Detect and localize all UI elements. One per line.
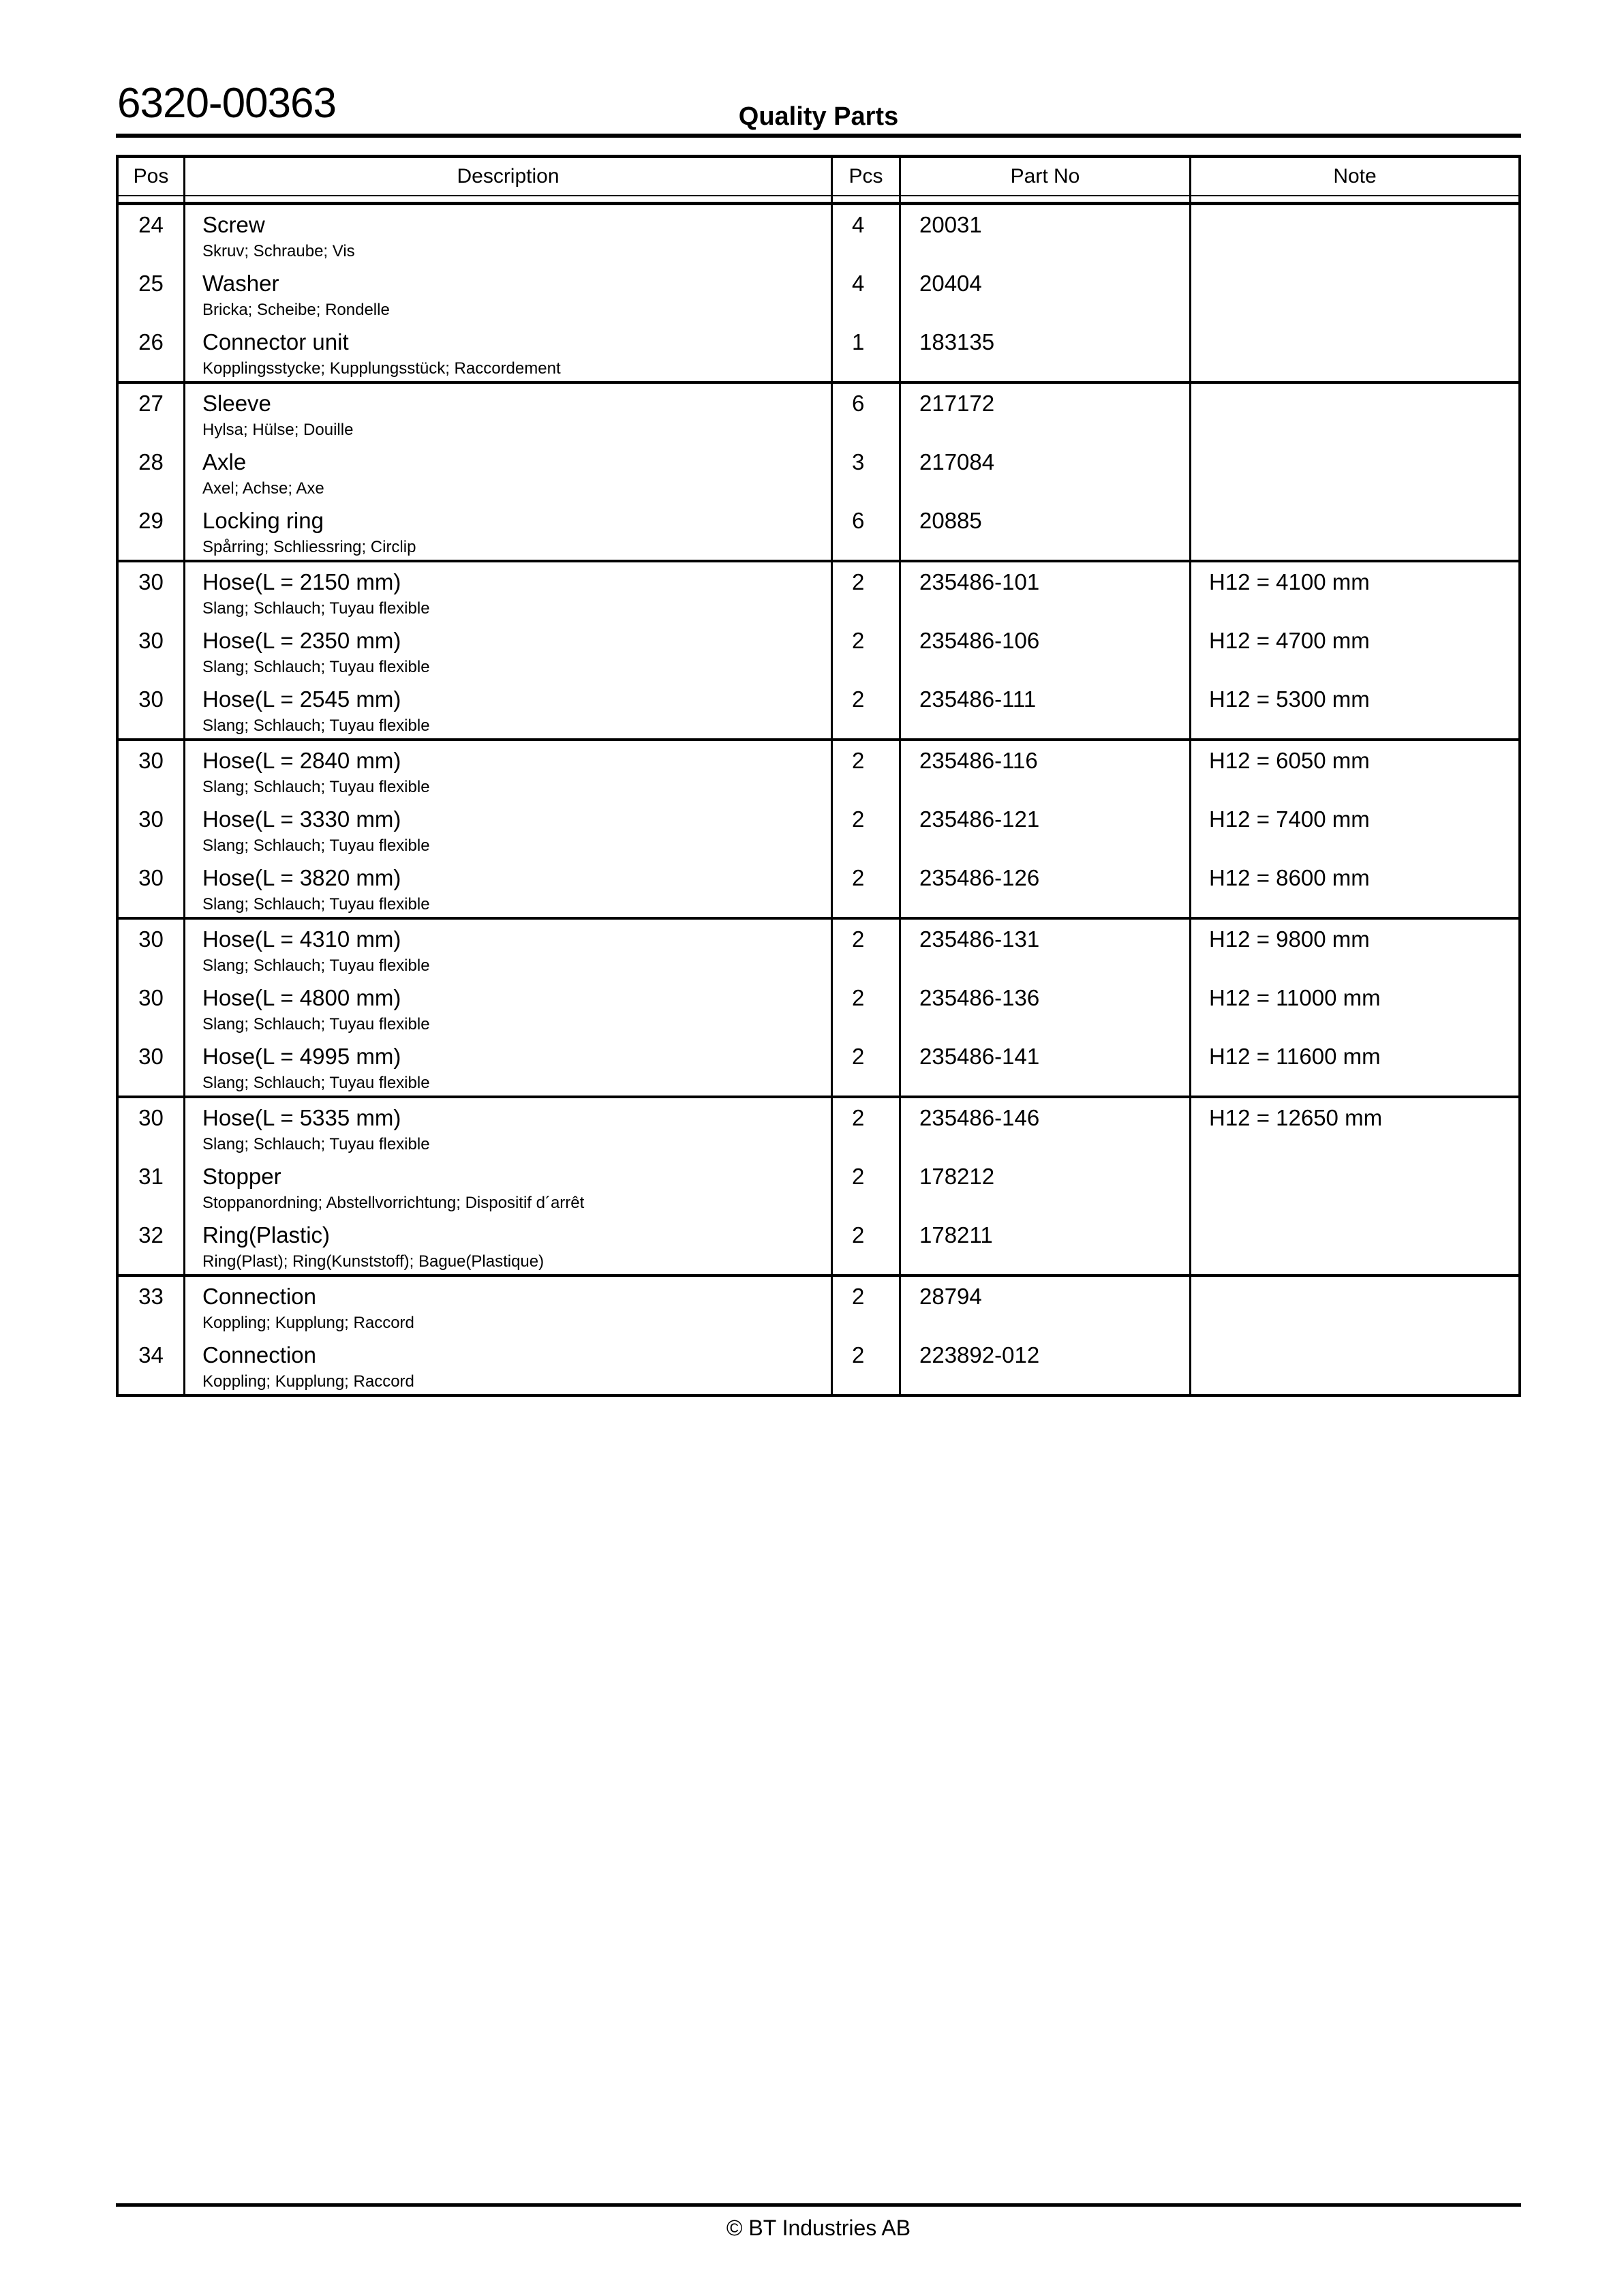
part-no-cell [901, 1098, 1191, 1157]
description-cell [185, 680, 833, 738]
description-cell [185, 920, 833, 978]
pcs-value: 2 [852, 569, 865, 594]
note-cell [1191, 1037, 1518, 1096]
pos-value: 34 [138, 1342, 164, 1368]
part-no-value: 235486-111 [919, 686, 1037, 712]
pos-value: 30 [138, 748, 164, 773]
pos-cell [119, 858, 185, 917]
pcs-cell [833, 264, 901, 322]
description-translations: Slang; Schlauch; Tuyau flexible [202, 599, 430, 618]
pcs-value: 2 [852, 806, 865, 832]
description-cell [185, 800, 833, 858]
pos-cell [119, 562, 185, 621]
column-header-note: Note [1191, 158, 1518, 196]
pcs-value: 4 [852, 271, 865, 296]
description-cell [185, 501, 833, 560]
pos-value: 30 [138, 1105, 164, 1130]
table-row [119, 1335, 1518, 1394]
footer-rule [116, 2203, 1521, 2207]
description-text: Connection [202, 1342, 316, 1368]
pcs-value: 1 [852, 329, 865, 354]
description-text: Screw [202, 212, 265, 237]
description-text: Hose(L = 4800 mm) [202, 985, 401, 1010]
table-row [119, 800, 1518, 858]
table-row [119, 621, 1518, 680]
description-cell [185, 264, 833, 322]
pcs-cell [833, 978, 901, 1037]
part-no-cell [901, 978, 1191, 1037]
pcs-cell [833, 1335, 901, 1394]
table-row [119, 501, 1518, 560]
note-cell [1191, 858, 1518, 917]
description-translations: Slang; Schlauch; Tuyau flexible [202, 716, 430, 735]
table-row [119, 264, 1518, 322]
table-row [119, 1277, 1518, 1335]
pcs-value: 2 [852, 1164, 865, 1189]
description-cell [185, 205, 833, 264]
note-value: H12 = 4700 mm [1209, 628, 1370, 653]
part-no-cell [901, 858, 1191, 917]
part-no-value: 28794 [919, 1284, 982, 1309]
description-translations: Slang; Schlauch; Tuyau flexible [202, 956, 430, 975]
pos-cell [119, 1098, 185, 1157]
table-row [119, 1037, 1518, 1096]
pos-value: 30 [138, 1044, 164, 1069]
note-cell [1191, 621, 1518, 680]
pos-value: 31 [138, 1164, 164, 1189]
part-no-value: 235486-126 [919, 865, 1040, 890]
pcs-value: 6 [852, 391, 865, 416]
parts-group [119, 1277, 1518, 1394]
note-cell [1191, 680, 1518, 738]
parts-group [119, 205, 1518, 384]
description-text: Hose(L = 4310 mm) [202, 926, 401, 952]
table-row [119, 1098, 1518, 1157]
description-text: Hose(L = 3820 mm) [202, 865, 401, 890]
table-row [119, 978, 1518, 1037]
description-translations: Slang; Schlauch; Tuyau flexible [202, 1015, 430, 1033]
pcs-value: 2 [852, 628, 865, 653]
description-translations: Slang; Schlauch; Tuyau flexible [202, 658, 430, 676]
part-no-cell [901, 264, 1191, 322]
pcs-cell [833, 322, 901, 381]
description-translations: Bricka; Scheibe; Rondelle [202, 301, 390, 319]
part-no-cell [901, 205, 1191, 264]
note-cell [1191, 920, 1518, 978]
description-translations: Slang; Schlauch; Tuyau flexible [202, 1074, 430, 1092]
pos-cell [119, 741, 185, 800]
column-header-description: Description [185, 158, 833, 196]
description-cell [185, 322, 833, 381]
part-no-value: 20885 [919, 508, 982, 533]
part-no-cell [901, 384, 1191, 442]
header-rule [116, 134, 1521, 138]
note-value: H12 = 11000 mm [1209, 985, 1381, 1010]
note-cell [1191, 205, 1518, 264]
pos-cell [119, 205, 185, 264]
description-text: Sleeve [202, 391, 271, 416]
part-no-value: 20404 [919, 271, 982, 296]
parts-group [119, 1098, 1518, 1277]
note-cell [1191, 322, 1518, 381]
description-translations: Koppling; Kupplung; Raccord [202, 1372, 414, 1391]
note-cell [1191, 741, 1518, 800]
description-cell [185, 1335, 833, 1394]
description-translations: Ring(Plast); Ring(Kunststoff); Bague(Plastique) [202, 1252, 545, 1271]
part-no-value: 223892-012 [919, 1342, 1040, 1368]
part-no-cell [901, 1215, 1191, 1274]
pos-cell [119, 680, 185, 738]
pos-value: 27 [138, 391, 164, 416]
pcs-value: 2 [852, 985, 865, 1010]
pcs-value: 2 [852, 1284, 865, 1309]
note-cell [1191, 501, 1518, 560]
pos-cell [119, 384, 185, 442]
pos-value: 30 [138, 686, 164, 712]
pcs-value: 4 [852, 212, 865, 237]
table-header-row [119, 158, 1518, 196]
note-cell [1191, 1157, 1518, 1215]
pos-value: 30 [138, 569, 164, 594]
description-cell [185, 858, 833, 917]
pcs-value: 2 [852, 926, 865, 952]
part-no-value: 235486-131 [919, 926, 1040, 952]
part-no-value: 235486-116 [919, 748, 1038, 773]
description-cell [185, 384, 833, 442]
pos-value: 28 [138, 449, 164, 474]
parts-group [119, 384, 1518, 562]
part-no-cell [901, 680, 1191, 738]
part-no-value: 235486-136 [919, 985, 1040, 1010]
table-row [119, 322, 1518, 381]
note-cell [1191, 442, 1518, 501]
note-value: H12 = 11600 mm [1209, 1044, 1381, 1069]
pcs-cell [833, 1037, 901, 1096]
pcs-cell [833, 501, 901, 560]
pos-value: 24 [138, 212, 164, 237]
pcs-value: 2 [852, 1222, 865, 1248]
note-cell [1191, 264, 1518, 322]
note-value: H12 = 5300 mm [1209, 686, 1370, 712]
description-text: Hose(L = 3330 mm) [202, 806, 401, 832]
table-row [119, 741, 1518, 800]
part-no-cell [901, 1157, 1191, 1215]
pos-value: 25 [138, 271, 164, 296]
pcs-cell [833, 1157, 901, 1215]
description-translations: Axel; Achse; Axe [202, 479, 324, 498]
pcs-value: 2 [852, 1342, 865, 1368]
description-translations: Slang; Schlauch; Tuyau flexible [202, 778, 430, 796]
column-header-pos: Pos [119, 158, 185, 196]
pos-value: 30 [138, 926, 164, 952]
pos-cell [119, 264, 185, 322]
pcs-value: 2 [852, 865, 865, 890]
description-cell [185, 1215, 833, 1274]
pcs-value: 2 [852, 748, 865, 773]
note-cell [1191, 562, 1518, 621]
pcs-value: 2 [852, 1105, 865, 1130]
description-cell [185, 978, 833, 1037]
part-no-value: 217172 [919, 391, 995, 416]
parts-table [116, 155, 1521, 1397]
description-translations: Kopplingsstycke; Kupplungsstück; Raccordement [202, 359, 561, 378]
pos-cell [119, 978, 185, 1037]
pos-cell [119, 920, 185, 978]
part-no-cell [901, 322, 1191, 381]
part-no-cell [901, 442, 1191, 501]
part-no-cell [901, 1335, 1191, 1394]
part-no-value: 235486-101 [919, 569, 1040, 594]
description-text: Connection [202, 1284, 316, 1309]
part-no-cell [901, 1277, 1191, 1335]
pcs-cell [833, 205, 901, 264]
pos-value: 30 [138, 865, 164, 890]
pos-value: 26 [138, 329, 164, 354]
note-value: H12 = 9800 mm [1209, 926, 1370, 952]
description-translations: Hylsa; Hülse; Douille [202, 421, 354, 439]
description-translations: Slang; Schlauch; Tuyau flexible [202, 836, 430, 855]
table-row [119, 858, 1518, 917]
pos-cell [119, 1335, 185, 1394]
part-no-cell [901, 562, 1191, 621]
pcs-cell [833, 920, 901, 978]
part-no-cell [901, 501, 1191, 560]
note-value: H12 = 6050 mm [1209, 748, 1370, 773]
pos-cell [119, 1277, 185, 1335]
description-translations: Skruv; Schraube; Vis [202, 242, 355, 260]
pcs-cell [833, 1277, 901, 1335]
pos-cell [119, 1157, 185, 1215]
pcs-cell [833, 680, 901, 738]
pos-cell [119, 442, 185, 501]
document-number: 6320-00363 [117, 80, 336, 127]
note-cell [1191, 384, 1518, 442]
parts-group [119, 920, 1518, 1098]
pcs-cell [833, 741, 901, 800]
description-cell [185, 442, 833, 501]
description-translations: Koppling; Kupplung; Raccord [202, 1314, 414, 1332]
table-row [119, 1157, 1518, 1215]
pcs-cell [833, 442, 901, 501]
pcs-cell [833, 562, 901, 621]
pos-cell [119, 1037, 185, 1096]
pos-value: 30 [138, 806, 164, 832]
description-cell [185, 1098, 833, 1157]
description-text: Hose(L = 2350 mm) [202, 628, 401, 653]
note-cell [1191, 800, 1518, 858]
page-title: Quality Parts [738, 102, 899, 131]
description-text: Locking ring [202, 508, 324, 533]
pcs-cell [833, 858, 901, 917]
part-no-cell [901, 920, 1191, 978]
table-row [119, 680, 1518, 738]
description-translations: Slang; Schlauch; Tuyau flexible [202, 895, 430, 913]
note-cell [1191, 1335, 1518, 1394]
pos-cell [119, 621, 185, 680]
note-cell [1191, 1277, 1518, 1335]
pcs-value: 2 [852, 686, 865, 712]
description-cell [185, 1157, 833, 1215]
table-row [119, 442, 1518, 501]
note-cell [1191, 1098, 1518, 1157]
part-no-value: 178212 [919, 1164, 995, 1189]
parts-group [119, 741, 1518, 920]
pcs-value: 2 [852, 1044, 865, 1069]
column-header-pcs: Pcs [833, 158, 901, 196]
note-value: H12 = 7400 mm [1209, 806, 1370, 832]
part-no-cell [901, 741, 1191, 800]
table-row [119, 205, 1518, 264]
part-no-cell [901, 1037, 1191, 1096]
pos-cell [119, 800, 185, 858]
part-no-value: 235486-146 [919, 1105, 1040, 1130]
note-value: H12 = 8600 mm [1209, 865, 1370, 890]
part-no-value: 235486-121 [919, 806, 1040, 832]
note-cell [1191, 978, 1518, 1037]
part-no-value: 183135 [919, 329, 995, 354]
pcs-cell [833, 800, 901, 858]
part-no-cell [901, 800, 1191, 858]
pos-cell [119, 322, 185, 381]
description-text: Hose(L = 2840 mm) [202, 748, 401, 773]
table-row [119, 562, 1518, 621]
part-no-value: 20031 [919, 212, 982, 237]
pcs-value: 3 [852, 449, 865, 474]
table-row [119, 1215, 1518, 1274]
note-value: H12 = 12650 mm [1209, 1105, 1383, 1130]
description-text: Washer [202, 271, 279, 296]
column-header-part-no: Part No [901, 158, 1191, 196]
description-text: Hose(L = 2545 mm) [202, 686, 401, 712]
table-row [119, 384, 1518, 442]
pos-value: 33 [138, 1284, 164, 1309]
description-text: Hose(L = 5335 mm) [202, 1105, 401, 1130]
part-no-value: 235486-106 [919, 628, 1040, 653]
description-cell [185, 1037, 833, 1096]
description-text: Connector unit [202, 329, 349, 354]
pos-cell [119, 501, 185, 560]
part-no-cell [901, 621, 1191, 680]
pos-value: 29 [138, 508, 164, 533]
pos-value: 30 [138, 628, 164, 653]
pcs-value: 6 [852, 508, 865, 533]
part-no-value: 178211 [919, 1222, 993, 1248]
description-text: Hose(L = 4995 mm) [202, 1044, 401, 1069]
note-value: H12 = 4100 mm [1209, 569, 1370, 594]
pcs-cell [833, 621, 901, 680]
header-divider-row [119, 196, 1518, 205]
description-cell [185, 562, 833, 621]
pcs-cell [833, 1098, 901, 1157]
description-text: Hose(L = 2150 mm) [202, 569, 401, 594]
description-translations: Slang; Schlauch; Tuyau flexible [202, 1135, 430, 1153]
note-cell [1191, 1215, 1518, 1274]
part-no-value: 235486-141 [919, 1044, 1040, 1069]
parts-group [119, 562, 1518, 741]
description-translations: Stoppanordning; Abstellvorrichtung; Dispositif d´arrêt [202, 1194, 585, 1212]
copyright-text: © BT Industries AB [726, 2216, 911, 2240]
description-text: Axle [202, 449, 247, 474]
description-cell [185, 1277, 833, 1335]
pos-value: 30 [138, 985, 164, 1010]
part-no-value: 217084 [919, 449, 995, 474]
table-body [119, 205, 1518, 1394]
table-row [119, 920, 1518, 978]
pos-value: 32 [138, 1222, 164, 1248]
pcs-cell [833, 1215, 901, 1274]
description-cell [185, 741, 833, 800]
pcs-cell [833, 384, 901, 442]
description-translations: Spårring; Schliessring; Circlip [202, 538, 416, 556]
description-text: Ring(Plastic) [202, 1222, 331, 1248]
description-cell [185, 621, 833, 680]
description-text: Stopper [202, 1164, 281, 1189]
pos-cell [119, 1215, 185, 1274]
